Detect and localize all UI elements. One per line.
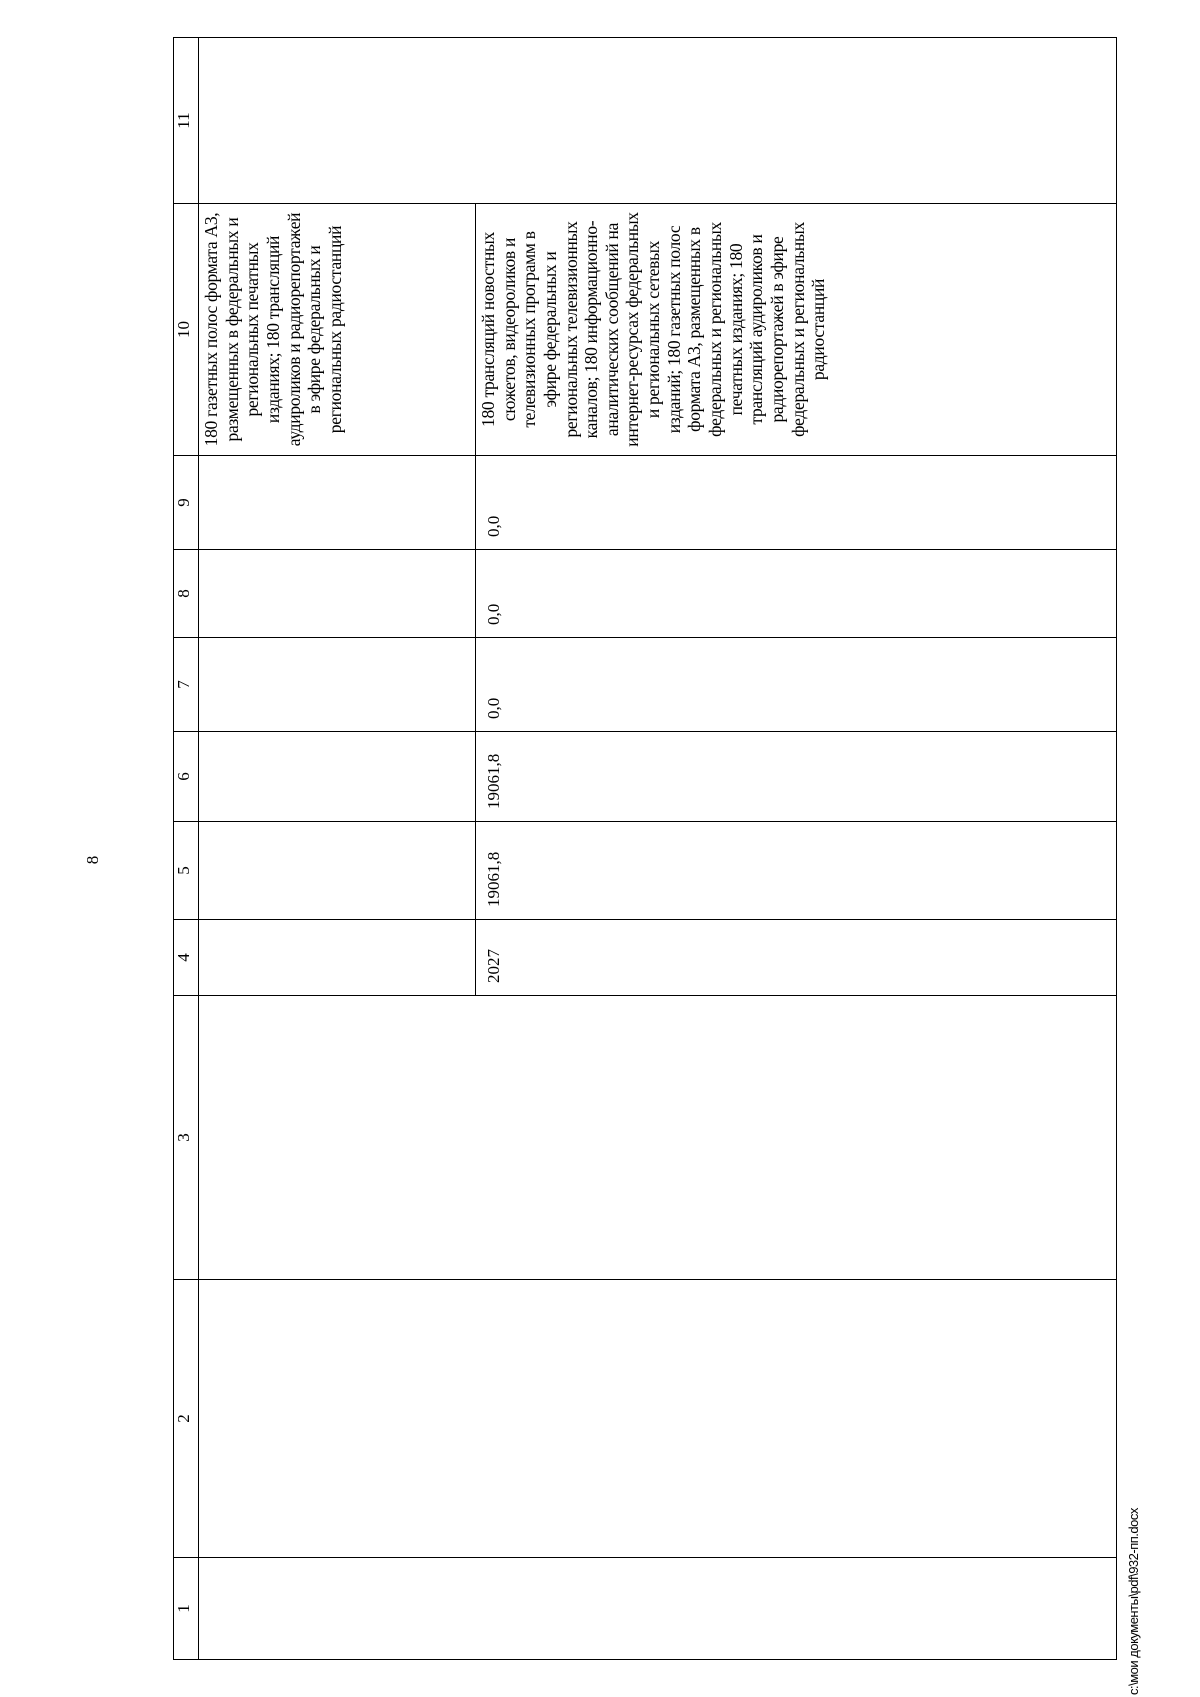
amount-cell: 19061,8 [476,732,1117,822]
table-cell [199,822,476,920]
table-cell [199,550,476,638]
amount-cell: 0,0 [476,456,1117,550]
header-cell: 9 [174,456,199,550]
header-cell: 2 [174,1280,199,1558]
table-cell [199,456,476,550]
table-cell [199,732,476,822]
header-cell: 1 [174,1558,199,1660]
table-cell [199,38,1117,204]
header-cell: 8 [174,550,199,638]
result-description-cell: 180 трансляций новостных сюжетов, видеороликов и телевизионных программ в эфире федеральных и региональных телевизионных каналов; 180 информационно-аналитических сообщений на интернет-ресурсах федеральных и региональных сетевых изданий; 180 газетных полос формата А3, размещенных в федеральных и региональных печатных изданиях; 180 трансляций аудироликов и радиорепортажей в эфире федеральных и региональных радиостанций [476,204,1117,456]
amount-cell: 19061,8 [476,822,1117,920]
header-cell: 5 [174,822,199,920]
table-cell [199,638,476,732]
year-cell: 2027 [476,920,1117,996]
table-row [199,38,476,1660]
footer-file-path: c:\мои документы\pdf\932-пп.docx [1126,1508,1141,1695]
header-cell: 3 [174,996,199,1280]
header-cell: 4 [174,920,199,996]
amount-cell: 0,0 [476,638,1117,732]
header-cell: 11 [174,38,199,204]
result-description-cell: 180 газетных полос формата А3, размещенных в федеральных и региональных печатных изданиях; 180 трансляций аудироликов и радиорепортажей в эфире федеральных и региональных радиостанций [199,204,476,456]
header-cell: 6 [174,732,199,822]
header-cell: 10 [174,204,199,456]
table-cell [199,1280,1117,1558]
amount-cell: 0,0 [476,550,1117,638]
document-table [173,37,1117,1660]
table-cell [199,1558,1117,1660]
table-header-row [174,38,199,1660]
document-table-rotated [173,38,1106,1660]
table-cell [199,920,476,996]
table-cell [199,996,1117,1280]
header-cell: 7 [174,638,199,732]
page-number: 8 [83,855,102,865]
